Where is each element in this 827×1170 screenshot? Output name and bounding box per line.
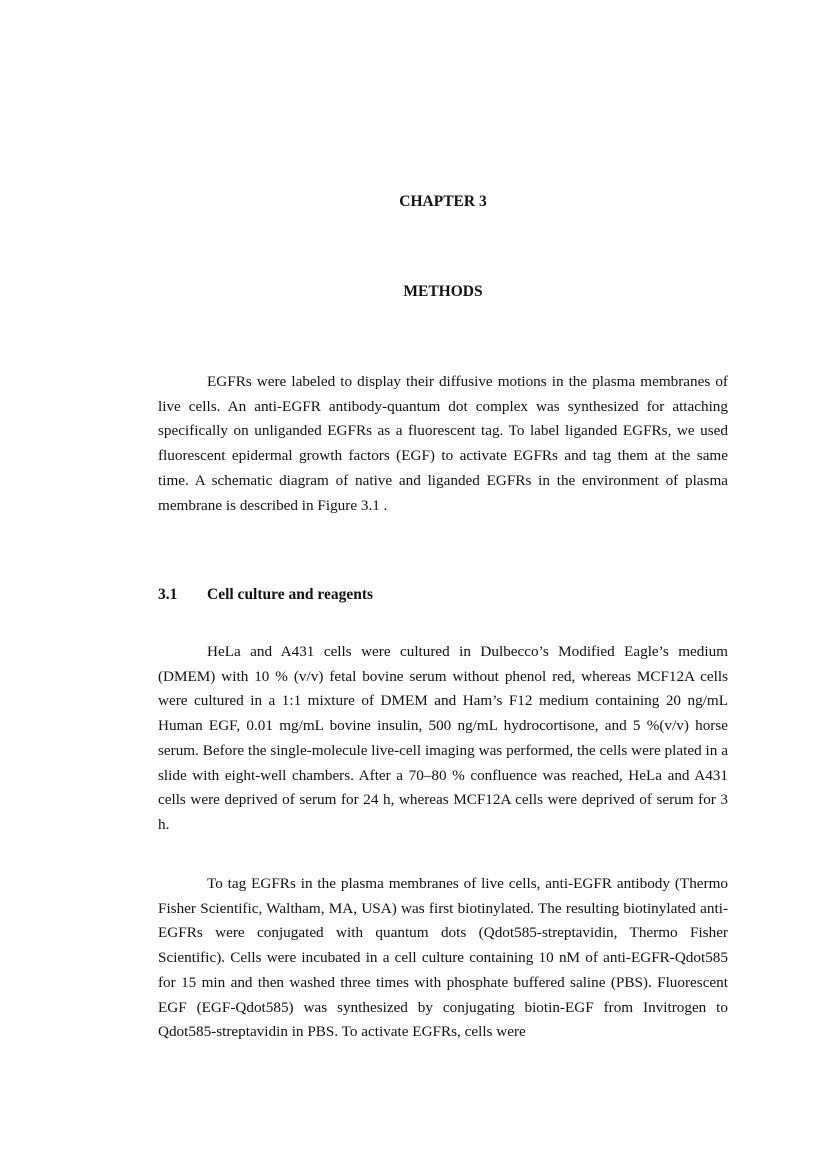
section-paragraph-1: HeLa and A431 cells were cultured in Dulbecco’s Modified Eagle’s medium (DMEM) with 10 % (v/v) fetal bovine serum without phenol red, whereas MCF12A cells were cultured in a 1:1 mixture of DMEM and Ham’s F12 medium containing 20 ng/mL Human EGF, 0.01 mg/mL bovine insulin, 500 ng/mL hydrocortisone, and 5 %(v/v) horse serum. Before the single-molecule live-cell imaging was performed, the cells were plated in a slide with eight-well chambers. After a 70–80 % confluence was reached, HeLa and A431 cells were deprived of serum for 24 h, whereas MCF12A cells were deprived of serum for 3 h.	[158, 643, 728, 833]
chapter-label: CHAPTER 3	[399, 193, 487, 210]
chapter-title: METHODS	[403, 283, 483, 300]
section-heading	[158, 585, 728, 605]
section-title: Cell culture and reagents	[207, 586, 374, 603]
intro-paragraph: EGFRs were labeled to display their diffusive motions in the plasma membranes of live cells. An anti-EGFR antibody-quantum dot complex was synthesized for attaching specifically on unliganded EGFRs as a fluorescent tag. To label liganded EGFRs, we used fluorescent epidermal growth factors (EGF) to activate EGFRs and tag them at the same time. A schematic diagram of native and liganded EGFRs in the environment of plasma membrane is described in Figure 3.1 .	[158, 373, 728, 514]
section-paragraph-2: To tag EGFRs in the plasma membranes of live cells, anti-EGFR antibody (Thermo Fisher Scientific, Waltham, MA, USA) was first biotinylated. The resulting biotinylated anti-EGFRs were conjugated with quantum dots (Qdot585-streptavidin, Thermo Fisher Scientific). Cells were incubated in a cell culture containing 10 nM of anti-EGFR-Qdot585 for 15 min and then washed three times with phosphate buffered saline (PBS). Fluorescent EGF (EGF-Qdot585) was synthesized by conjugating biotin-EGF from Invitrogen to Qdot585-streptavidin in PBS. To activate EGFRs, cells were	[158, 875, 728, 1041]
section-number: 3.1	[158, 586, 178, 603]
